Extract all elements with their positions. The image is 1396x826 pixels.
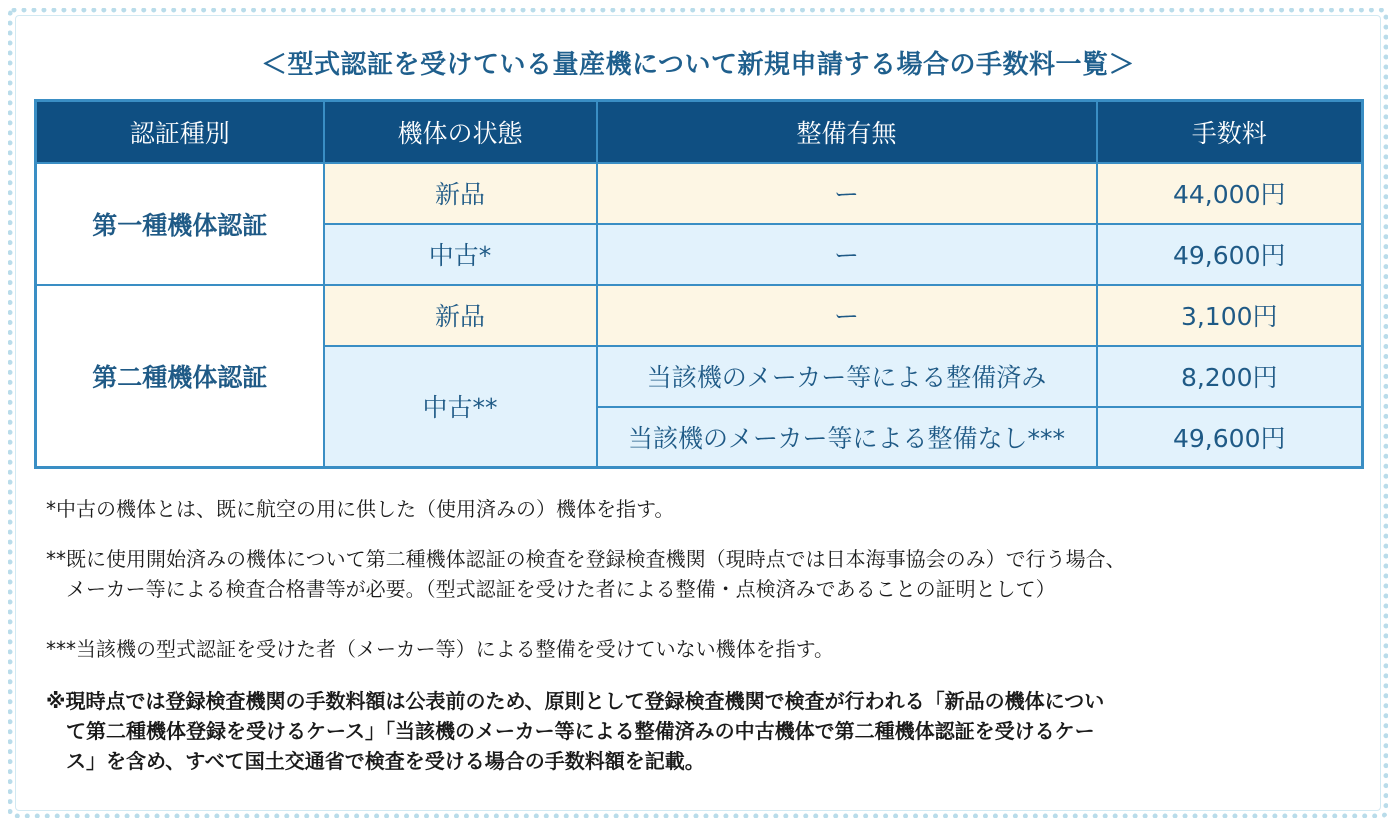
fee-cell: 8,200円 xyxy=(1097,346,1363,407)
footnote-line: **既に使用開始済みの機体について第二種機体認証の検査を登録検査機関（現時点では日本海事協会のみ）で行う場合、 xyxy=(46,547,1126,571)
header-cert-type: 認証種別 xyxy=(36,101,324,163)
fee-table xyxy=(34,99,1364,469)
state-cell: 中古* xyxy=(324,224,597,285)
fee-cell: 49,600円 xyxy=(1097,407,1363,468)
category-second-class: 第二種機体認証 xyxy=(36,285,324,468)
maintenance-cell: ー xyxy=(597,285,1097,346)
footnote-fee-disclaimer xyxy=(46,686,1366,776)
maintenance-cell: 当該機のメーカー等による整備なし*** xyxy=(597,407,1097,468)
header-aircraft-state: 機体の状態 xyxy=(324,101,597,163)
footnote-line: メーカー等による検査合格書等が必要。（型式認証を受けた者による整備・点検済みであることの証明として） xyxy=(66,577,1056,601)
footnote-unmaintained: ***当該機の型式認証を受けた者（メーカー等）による整備を受けていない機体を指す。 xyxy=(46,637,834,661)
footnote-line: ス」を含め、すべて国土交通省で検査を受ける場合の手数料額を記載。 xyxy=(66,749,705,773)
header-fee: 手数料 xyxy=(1097,101,1363,163)
state-cell: 新品 xyxy=(324,285,597,346)
page-title: ＜型式認証を受けている量産機について新規申請する場合の手数料一覧＞ xyxy=(261,50,1135,80)
table-row xyxy=(36,285,1363,346)
fee-cell: 3,100円 xyxy=(1097,285,1363,346)
footnote-line: ※現時点では登録検査機関の手数料額は公表前のため、原則として登録検査機関で検査が行われる「新品の機体につい xyxy=(46,689,1105,713)
category-first-class: 第一種機体認証 xyxy=(36,163,324,285)
header-maintenance: 整備有無 xyxy=(597,101,1097,163)
maintenance-cell: ー xyxy=(597,163,1097,224)
maintenance-cell: 当該機のメーカー等による整備済み xyxy=(597,346,1097,407)
state-cell: 新品 xyxy=(324,163,597,224)
table-row xyxy=(36,163,1363,224)
footnote-second-class-inspection xyxy=(46,544,1366,604)
maintenance-cell: ー xyxy=(597,224,1097,285)
fee-cell: 49,600円 xyxy=(1097,224,1363,285)
footnote-line: て第二種機体登録を受けるケース」「当該機のメーカー等による整備済みの中古機体で第二種機体認証を受けるケー xyxy=(66,719,1095,743)
table-header-row xyxy=(36,101,1363,163)
state-cell: 中古** xyxy=(324,346,597,468)
footnote-used-aircraft: *中古の機体とは、既に航空の用に供した（使用済みの）機体を指す。 xyxy=(46,497,675,521)
fee-cell: 44,000円 xyxy=(1097,163,1363,224)
